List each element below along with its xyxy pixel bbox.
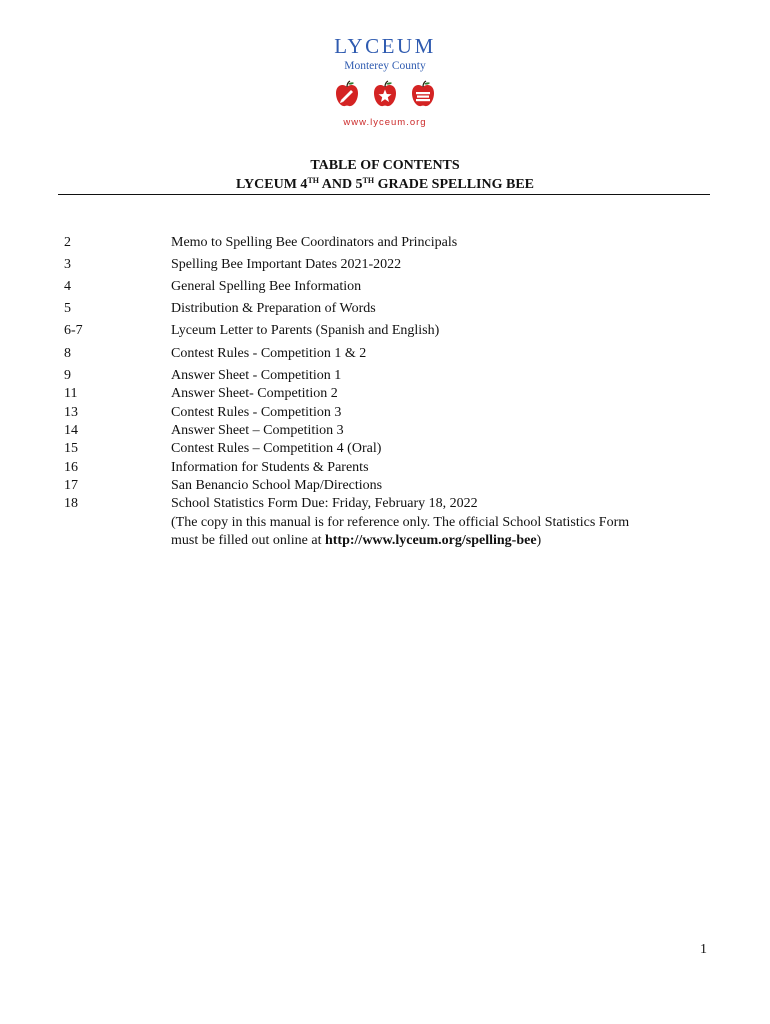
apple-pencil-icon xyxy=(332,79,362,109)
toc-heading: TABLE OF CONTENTS xyxy=(310,158,460,173)
toc-page-number: 6-7 xyxy=(64,323,83,338)
logo-name: LYCEUM xyxy=(334,34,436,58)
toc-entry-title: Contest Rules - Competition 1 & 2 xyxy=(171,346,367,361)
toc-entry-title: Spelling Bee Important Dates 2021-2022 xyxy=(171,257,402,272)
toc-entry-title: Contest Rules - Competition 3 xyxy=(171,405,342,420)
toc-row xyxy=(0,385,770,403)
toc-page-number: 15 xyxy=(64,441,78,456)
toc-page-number: 9 xyxy=(64,368,71,383)
toc-page-number: 18 xyxy=(64,496,78,511)
note-prefix: must be filled out online at xyxy=(171,533,325,548)
toc-entry-title: Answer Sheet – Competition 3 xyxy=(171,423,344,438)
toc-entry-title: Distribution & Preparation of Words xyxy=(171,301,376,316)
toc-page-number: 2 xyxy=(64,235,71,250)
toc-page-number: 14 xyxy=(64,423,78,438)
toc-page-number: 13 xyxy=(64,405,78,420)
toc-row xyxy=(0,459,770,477)
heading-superscript-2: TH xyxy=(362,176,375,185)
toc-page-number: 11 xyxy=(64,386,78,401)
toc-row xyxy=(0,300,770,318)
toc-page-number: 4 xyxy=(64,279,71,294)
apple-books-icon xyxy=(408,79,438,109)
heading-rule xyxy=(58,194,710,195)
logo-url: www.lyceum.org xyxy=(343,117,427,128)
toc-row xyxy=(0,477,770,495)
toc-entry-title: Answer Sheet- Competition 2 xyxy=(171,386,338,401)
logo-subtitle: Monterey County xyxy=(344,60,426,72)
toc-page-number: 5 xyxy=(64,301,71,316)
toc-entry-title: Information for Students & Parents xyxy=(171,460,369,475)
toc-entry-title: Answer Sheet - Competition 1 xyxy=(171,368,342,383)
statistics-note-line-2 xyxy=(171,532,541,550)
toc-entry-title: General Spelling Bee Information xyxy=(171,279,362,294)
toc-row xyxy=(0,234,770,252)
heading-suffix: GRADE SPELLING BEE xyxy=(374,177,534,192)
heading-middle: AND 5 xyxy=(319,177,363,192)
note-suffix: ) xyxy=(536,533,542,548)
toc-row xyxy=(0,422,770,440)
statistics-note-line-1: (The copy in this manual is for reference only. The official School Statistics Form xyxy=(171,515,630,530)
spelling-bee-heading xyxy=(0,176,770,194)
heading-prefix: LYCEUM 4 xyxy=(236,177,308,192)
heading-superscript-1: TH xyxy=(307,176,319,185)
toc-row xyxy=(0,256,770,274)
toc-entry-title: San Benancio School Map/Directions xyxy=(171,478,383,493)
toc-entry-title: Memo to Spelling Bee Coordinators and Principals xyxy=(171,235,458,250)
toc-row xyxy=(0,495,770,513)
toc-row xyxy=(0,440,770,458)
toc-entry-title: School Statistics Form Due: Friday, February 18, 2022 xyxy=(171,496,478,511)
toc-row xyxy=(0,278,770,296)
toc-row xyxy=(0,345,770,363)
toc-page-number: 17 xyxy=(64,478,78,493)
toc-entry-title: Contest Rules – Competition 4 (Oral) xyxy=(171,441,382,456)
page-number: 1 xyxy=(700,942,707,957)
spelling-bee-link[interactable]: http://www.lyceum.org/spelling-bee xyxy=(324,533,537,548)
toc-row xyxy=(0,367,770,385)
toc-page-number: 3 xyxy=(64,257,71,272)
toc-row xyxy=(0,404,770,422)
apple-star-icon xyxy=(370,79,400,109)
toc-page-number: 8 xyxy=(64,346,71,361)
toc-page-number: 16 xyxy=(64,460,78,475)
toc-row xyxy=(0,322,770,340)
toc-entry-title: Lyceum Letter to Parents (Spanish and English) xyxy=(171,323,440,338)
apple-icons-row xyxy=(0,79,770,109)
lyceum-logo xyxy=(0,34,770,128)
